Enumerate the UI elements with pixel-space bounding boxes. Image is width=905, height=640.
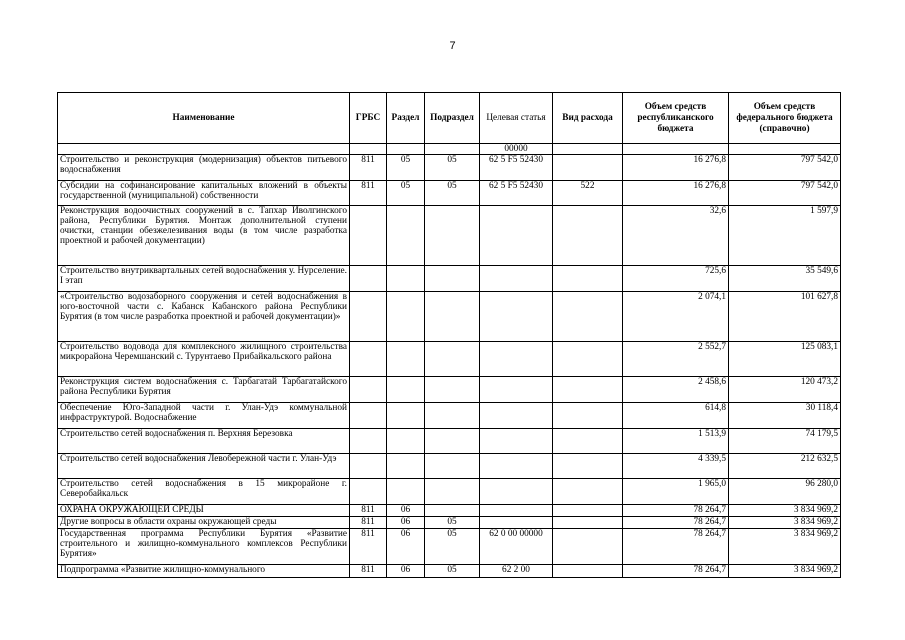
header-row	[58, 93, 841, 144]
cell-vid	[553, 144, 623, 155]
cell-grbs	[350, 429, 387, 454]
cell-razdel	[387, 206, 425, 266]
cell-rep: 2 074,1	[623, 292, 729, 342]
cell-grbs: 811	[350, 529, 387, 565]
cell-cel	[480, 454, 553, 479]
cell-podrazdel	[425, 292, 480, 342]
cell-name: Строительство внутриквартальных сетей водоснабжения у. Нурселение. I этап	[58, 266, 350, 292]
cell-name: Строительство сетей водоснабжения в 15 микрорайоне г. Северобайкальск	[58, 479, 350, 505]
cell-name	[58, 144, 350, 155]
cell-rep: 725,6	[623, 266, 729, 292]
table-row	[58, 505, 841, 517]
cell-name: Строительство сетей водоснабжения Левобережной части г. Улан-Удэ	[58, 454, 350, 479]
header-name: Наименование	[58, 93, 350, 144]
cell-vid	[553, 429, 623, 454]
cell-razdel: 06	[387, 505, 425, 517]
cell-cel	[480, 517, 553, 529]
cell-name: ОХРАНА ОКРУЖАЮЩЕЙ СРЕДЫ	[58, 505, 350, 517]
cell-name: Субсидии на софинансирование капитальных вложений в объекты государственной (муниципальной) собственности	[58, 181, 350, 206]
cell-grbs	[350, 266, 387, 292]
cell-cel: 62 5 F5 52430	[480, 155, 553, 181]
cell-vid	[553, 377, 623, 403]
table-row	[58, 517, 841, 529]
cell-name: Строительство сетей водоснабжения п. Верхняя Березовка	[58, 429, 350, 454]
cell-cel: 00000	[480, 144, 553, 155]
cell-grbs: 811	[350, 181, 387, 206]
cell-fed: 797 542,0	[729, 181, 841, 206]
cell-fed: 125 083,1	[729, 342, 841, 377]
cell-rep: 78 264,7	[623, 517, 729, 529]
cell-rep: 4 339,5	[623, 454, 729, 479]
cell-fed: 3 834 969,2	[729, 505, 841, 517]
cell-cel: 62 5 F5 52430	[480, 181, 553, 206]
page-number: 7	[449, 40, 456, 52]
cell-name: «Строительство водозаборного сооружения и сетей водоснабжения в юго-восточной части с. Кабанск Кабанского района Республики Бурятия (в том числе разработка проектной и рабочей документации)»	[58, 292, 350, 342]
table-row	[58, 181, 841, 206]
cell-name: Строительство водовода для комплексного жилищного строительства микрорайона Черемшанский с. Турунтаево Прибайкальского района	[58, 342, 350, 377]
cell-fed: 74 179,5	[729, 429, 841, 454]
cell-fed: 3 834 969,2	[729, 565, 841, 578]
cell-fed: 30 118,4	[729, 403, 841, 429]
table-row	[58, 377, 841, 403]
cell-podrazdel	[425, 505, 480, 517]
cell-cel	[480, 403, 553, 429]
cell-vid	[553, 479, 623, 505]
cell-podrazdel: 05	[425, 155, 480, 181]
cell-razdel	[387, 144, 425, 155]
header-grbs: ГРБС	[350, 93, 387, 144]
cell-cel	[480, 266, 553, 292]
cell-razdel: 05	[387, 181, 425, 206]
cell-rep: 1 513,9	[623, 429, 729, 454]
cell-name: Строительство и реконструкция (модернизация) объектов питьевого водоснабжения	[58, 155, 350, 181]
cell-grbs: 811	[350, 517, 387, 529]
table-row	[58, 342, 841, 377]
cell-vid	[553, 454, 623, 479]
cell-rep: 1 965,0	[623, 479, 729, 505]
budget-table	[57, 92, 841, 578]
cell-name: Обеспечение Юго-Западной части г. Улан-Удэ коммунальной инфраструктурой. Водоснабжение	[58, 403, 350, 429]
cell-razdel: 06	[387, 529, 425, 565]
cell-name: Государственная программа Республики Бурятия «Развитие строительного и жилищно-коммунального комплексов Республики Бурятия»	[58, 529, 350, 565]
cell-fed: 797 542,0	[729, 155, 841, 181]
cell-razdel: 06	[387, 565, 425, 578]
cell-grbs	[350, 454, 387, 479]
cell-vid	[553, 517, 623, 529]
cell-rep: 16 276,8	[623, 181, 729, 206]
table-row	[58, 565, 841, 578]
header-podrazdel: Подраздел	[425, 93, 480, 144]
header-vid: Вид расхода	[553, 93, 623, 144]
cell-grbs	[350, 144, 387, 155]
cell-grbs	[350, 292, 387, 342]
cell-podrazdel	[425, 403, 480, 429]
header-rep: Объем средств республиканского бюджета	[623, 93, 729, 144]
cell-rep: 32,6	[623, 206, 729, 266]
cell-fed	[729, 144, 841, 155]
cell-razdel	[387, 342, 425, 377]
table-row	[58, 479, 841, 505]
cell-podrazdel	[425, 144, 480, 155]
cell-cel	[480, 429, 553, 454]
cell-podrazdel: 05	[425, 565, 480, 578]
cell-razdel	[387, 429, 425, 454]
table-row	[58, 155, 841, 181]
cell-razdel: 05	[387, 155, 425, 181]
cell-vid	[553, 206, 623, 266]
cell-cel	[480, 479, 553, 505]
cell-podrazdel	[425, 342, 480, 377]
cell-cel	[480, 206, 553, 266]
cell-vid	[553, 565, 623, 578]
cell-grbs: 811	[350, 565, 387, 578]
cell-podrazdel	[425, 206, 480, 266]
table-row	[58, 292, 841, 342]
cell-vid	[553, 403, 623, 429]
cell-razdel	[387, 377, 425, 403]
cell-grbs	[350, 342, 387, 377]
cell-fed: 101 627,8	[729, 292, 841, 342]
cell-podrazdel	[425, 377, 480, 403]
cell-razdel: 06	[387, 517, 425, 529]
cell-vid	[553, 342, 623, 377]
cell-name: Реконструкция систем водоснабжения с. Тарбагатай Тарбагатайского района Республики Бурятия	[58, 377, 350, 403]
cell-cel: 62 2 00	[480, 565, 553, 578]
cell-rep: 614,8	[623, 403, 729, 429]
cell-grbs: 811	[350, 505, 387, 517]
cell-podrazdel	[425, 266, 480, 292]
cell-razdel	[387, 266, 425, 292]
cell-vid	[553, 292, 623, 342]
table-row	[58, 144, 841, 155]
cell-fed: 35 549,6	[729, 266, 841, 292]
cell-cel	[480, 505, 553, 517]
cell-fed: 3 834 969,2	[729, 529, 841, 565]
cell-cel	[480, 342, 553, 377]
cell-grbs: 811	[350, 155, 387, 181]
cell-podrazdel: 05	[425, 529, 480, 565]
table-row	[58, 266, 841, 292]
cell-name: Подпрограмма «Развитие жилищно-коммунального	[58, 565, 350, 578]
cell-podrazdel	[425, 429, 480, 454]
table-row	[58, 403, 841, 429]
cell-rep	[623, 144, 729, 155]
cell-razdel	[387, 403, 425, 429]
cell-rep: 16 276,8	[623, 155, 729, 181]
cell-fed: 96 280,0	[729, 479, 841, 505]
cell-grbs	[350, 403, 387, 429]
cell-vid	[553, 505, 623, 517]
cell-grbs	[350, 479, 387, 505]
cell-podrazdel	[425, 479, 480, 505]
cell-rep: 78 264,7	[623, 565, 729, 578]
table-row	[58, 529, 841, 565]
cell-vid: 522	[553, 181, 623, 206]
cell-grbs	[350, 206, 387, 266]
cell-cel	[480, 377, 553, 403]
header-fed: Объем средств федерального бюджета (справочно)	[729, 93, 841, 144]
cell-fed: 1 597,9	[729, 206, 841, 266]
cell-name: Реконструкция водоочистных сооружений в с. Тапхар Иволгинского района, Республики Бурятия. Монтаж дополнительной ступени очистки, станции обезжелезивания воды (в том числе разработка проектной и рабочей документации)	[58, 206, 350, 266]
cell-rep: 2 552,7	[623, 342, 729, 377]
cell-vid	[553, 266, 623, 292]
cell-name: Другие вопросы в области охраны окружающей среды	[58, 517, 350, 529]
cell-fed: 3 834 969,2	[729, 517, 841, 529]
cell-podrazdel	[425, 454, 480, 479]
cell-fed: 212 632,5	[729, 454, 841, 479]
cell-vid	[553, 155, 623, 181]
table-row	[58, 454, 841, 479]
cell-razdel	[387, 454, 425, 479]
cell-grbs	[350, 377, 387, 403]
cell-rep: 78 264,7	[623, 529, 729, 565]
cell-razdel	[387, 479, 425, 505]
cell-rep: 2 458,6	[623, 377, 729, 403]
table-row	[58, 429, 841, 454]
cell-podrazdel: 05	[425, 181, 480, 206]
cell-razdel	[387, 292, 425, 342]
cell-cel: 62 0 00 00000	[480, 529, 553, 565]
cell-podrazdel: 05	[425, 517, 480, 529]
cell-cel	[480, 292, 553, 342]
header-razdel: Раздел	[387, 93, 425, 144]
cell-vid	[553, 529, 623, 565]
header-cel: Целевая статья	[480, 93, 553, 144]
table-row	[58, 206, 841, 266]
cell-rep: 78 264,7	[623, 505, 729, 517]
cell-fed: 120 473,2	[729, 377, 841, 403]
